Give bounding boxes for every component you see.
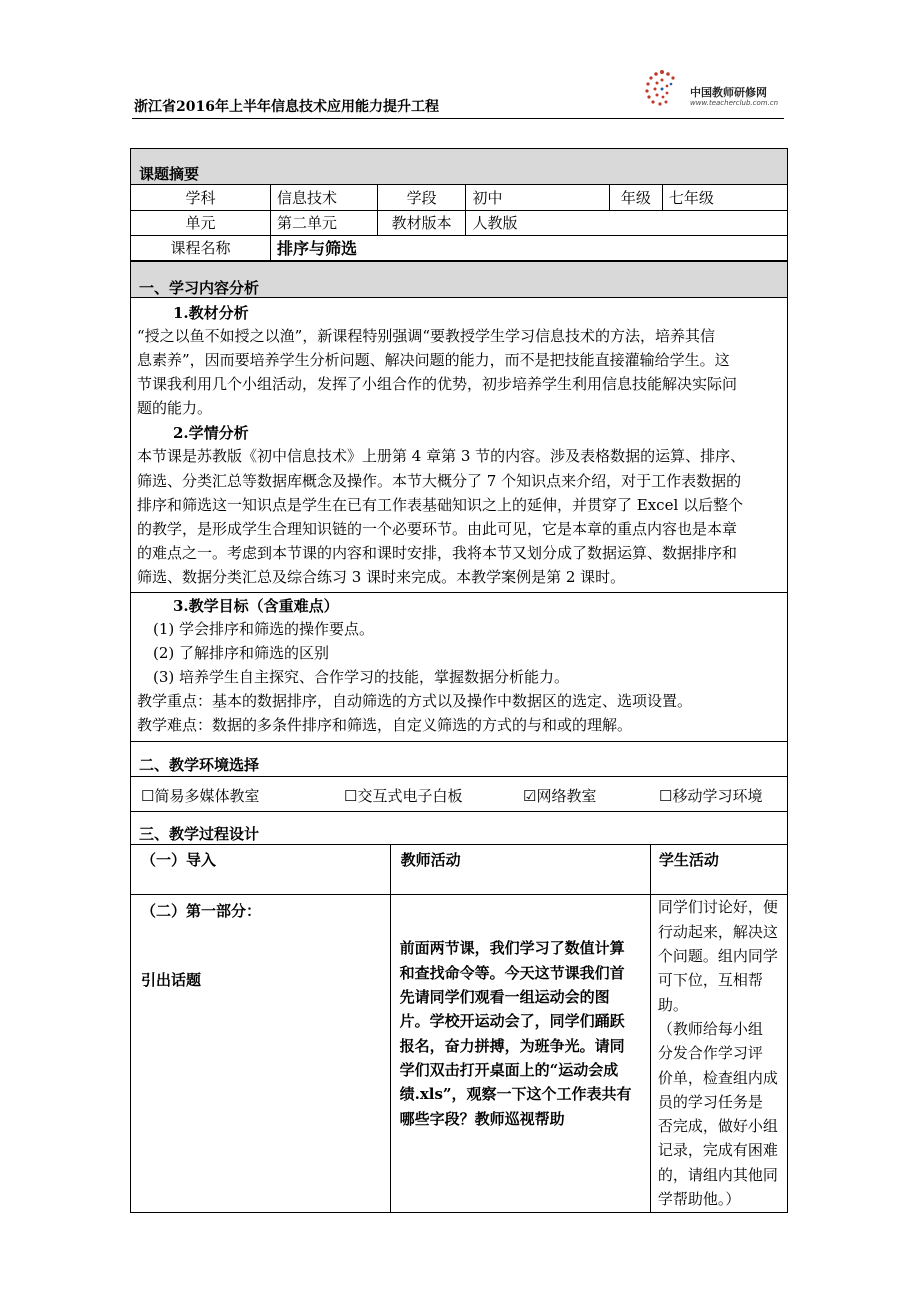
student-line: 的，请组内其他同 bbox=[657, 1165, 778, 1184]
student-line: 个问题。组内同学 bbox=[657, 947, 778, 966]
goals-title: 3.教学目标（含重难点） bbox=[173, 596, 339, 615]
textbook-analysis-title: 1.教材分析 bbox=[173, 303, 249, 322]
logo-text: 中国教师研修网 bbox=[690, 86, 767, 99]
env-option-label: 网络教室 bbox=[536, 786, 597, 805]
student-line: 价单，检查组内成 bbox=[657, 1068, 778, 1087]
environment-title-text: 二、教学环境选择 bbox=[139, 755, 260, 774]
subject-label: 学科 bbox=[131, 185, 271, 210]
analysis-content bbox=[131, 298, 787, 593]
checkbox-checked-icon[interactable]: ☑ bbox=[523, 786, 537, 805]
unit-value: 第二单元 bbox=[271, 210, 378, 235]
teacher-line: 绩.xls”，观察一下这个工作表共有 bbox=[399, 1085, 632, 1104]
textbook-line: 息素养”，因而要培养学生分析问题、解决问题的能力，而不是把技能直接灌输给学生。这 bbox=[137, 350, 730, 369]
learner-line: 筛选、分类汇总等数据库概念及操作。本节大概分了 7 个知识点来介绍，对于工作表数据的 bbox=[137, 471, 742, 490]
lesson-plan-form bbox=[130, 148, 788, 1213]
student-line: 同学们讨论好，便 bbox=[657, 898, 778, 917]
edition-label: 教材版本 bbox=[377, 210, 466, 235]
stage-label: 学段 bbox=[377, 185, 466, 210]
student-line: 员的学习任务是 bbox=[657, 1092, 763, 1111]
course-value: 排序与筛选 bbox=[271, 235, 787, 260]
env-option-label: 简易多媒体教室 bbox=[154, 786, 260, 805]
teacher-line: 学们双击打开桌面上的“运动会成 bbox=[399, 1060, 619, 1079]
student-line: 分发合作学习评 bbox=[657, 1044, 763, 1063]
learner-line: 的难点之一。考虑到本节课的内容和课时安排，我将本节又划分成了数据运算、数据排序和 bbox=[137, 544, 738, 563]
teacher-activity-header: 教师活动 bbox=[390, 845, 650, 895]
student-line: （教师给每小组 bbox=[657, 1019, 763, 1038]
goals-content bbox=[131, 593, 787, 742]
student-line: 行动起来，解决这 bbox=[657, 922, 778, 941]
key-point: 教学重点：基本的数据排序，自动筛选的方式以及操作中数据区的选定、选项设置。 bbox=[137, 691, 693, 710]
env-option-label: 移动学习环境 bbox=[672, 786, 763, 805]
learner-line: 排序和筛选这一知识点是学生在已有工作表基础知识之上的延伸，并贯穿了 Excel 以后整个 bbox=[137, 495, 744, 514]
textbook-line: 节课我利用几个小组活动，发挥了小组合作的优势，初步培养学生利用信息技能解决实际问 bbox=[137, 374, 738, 393]
course-label: 课程名称 bbox=[131, 235, 271, 260]
header-divider bbox=[132, 118, 784, 119]
goal-item: (2) 了解排序和筛选的区别 bbox=[153, 643, 330, 662]
student-activity-header: 学生活动 bbox=[650, 845, 787, 895]
process-section-title bbox=[131, 812, 787, 845]
difficulty-point: 教学难点：数据的多条件排序和筛选，自定义筛选的方式的与和或的理解。 bbox=[137, 715, 633, 734]
checkbox-unchecked-icon[interactable]: ☐ bbox=[141, 786, 155, 805]
grade-value: 七年级 bbox=[662, 185, 787, 210]
edition-value: 人教版 bbox=[466, 210, 787, 235]
student-line: 否完成，做好小组 bbox=[657, 1117, 778, 1136]
teacher-line: 先请同学们观看一组运动会的图 bbox=[399, 988, 610, 1007]
goal-item: (1) 学会排序和筛选的操作要点。 bbox=[153, 619, 375, 638]
checkbox-unchecked-icon[interactable]: ☐ bbox=[344, 786, 358, 805]
document-header-title: 浙江省2016年上半年信息技术应用能力提升工程 bbox=[134, 99, 439, 115]
checkbox-unchecked-icon[interactable]: ☐ bbox=[659, 786, 673, 805]
goal-item: (3) 培养学生自主探究、合作学习的技能，掌握数据分析能力。 bbox=[153, 667, 570, 686]
teacher-line: 和查找命令等。今天这节课我们首 bbox=[399, 963, 625, 982]
env-option-whiteboard[interactable] bbox=[344, 785, 462, 806]
part-cell bbox=[131, 895, 390, 1212]
subject-value: 信息技术 bbox=[271, 185, 378, 210]
student-line: 可下位，互相帮助。 bbox=[657, 971, 763, 1014]
topic-title: 引出话题 bbox=[141, 971, 202, 990]
summary-section-title: 课题摘要 bbox=[131, 149, 787, 185]
env-option-network[interactable] bbox=[523, 785, 596, 806]
part-title: （二）第一部分： bbox=[141, 902, 262, 921]
learner-analysis-title: 2.学情分析 bbox=[173, 424, 249, 443]
process-table bbox=[131, 845, 787, 1212]
teacher-line: 前面两节课，我们学习了数值计算 bbox=[399, 939, 625, 958]
unit-label: 单元 bbox=[131, 210, 271, 235]
learner-line: 筛选、数据分类汇总及综合练习 3 课时来完成。本教学案例是第 2 课时。 bbox=[137, 568, 626, 587]
env-option-multimedia[interactable] bbox=[141, 785, 259, 806]
student-line: 记录，完成有困难 bbox=[657, 1141, 778, 1160]
process-title-text: 三、教学过程设计 bbox=[139, 824, 260, 843]
stage-value: 初中 bbox=[466, 185, 610, 210]
environment-section-title bbox=[131, 742, 787, 777]
env-option-mobile[interactable] bbox=[659, 785, 762, 806]
student-activity-cell bbox=[650, 895, 787, 1212]
env-option-label: 交互式电子白板 bbox=[357, 786, 463, 805]
textbook-line: “授之以鱼不如授之以渔”，新课程特别强调“要教授学生学习信息技术的方法，培养其信 bbox=[137, 326, 716, 345]
learner-line: 的教学，是形成学生合理知识链的一个必要环节。由此可见，它是本章的重点内容也是本章 bbox=[137, 519, 738, 538]
analysis-section-title: 一、学习内容分析 bbox=[131, 261, 787, 298]
intro-header: （一）导入 bbox=[131, 845, 390, 895]
summary-table bbox=[131, 185, 787, 261]
logo-url: www.teacherclub.com.cn bbox=[690, 99, 779, 107]
teacher-line: 片。学校开运动会了，同学们踊跃 bbox=[399, 1012, 625, 1031]
textbook-line: 题的能力。 bbox=[137, 399, 213, 418]
teacher-activity-cell bbox=[390, 895, 650, 1212]
teacher-line: 报名，奋力拼搏，为班争光。请同 bbox=[399, 1036, 625, 1055]
learner-line: 本节课是苏教版《初中信息技术》上册第 4 章第 3 节的内容。涉及表格数据的运算、排序、 bbox=[137, 447, 746, 466]
student-line: 学帮助他。） bbox=[657, 1190, 741, 1208]
environment-options bbox=[131, 777, 787, 812]
grade-label: 年级 bbox=[609, 185, 662, 210]
teacher-line: 哪些字段？教师巡视帮助 bbox=[399, 1109, 565, 1128]
